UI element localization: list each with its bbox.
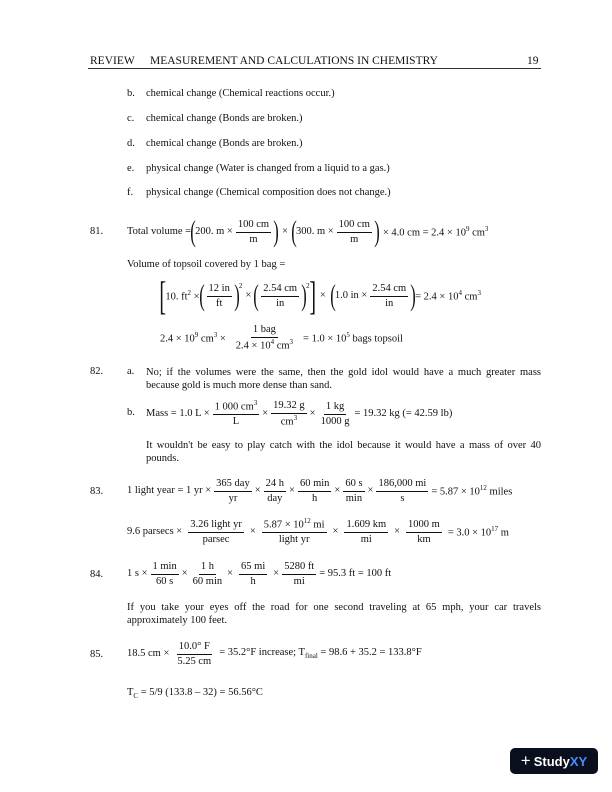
list-item: e. (127, 163, 135, 174)
header-rule (88, 68, 541, 69)
studyxy-logo: + Study XY (510, 748, 598, 774)
page-number: 19 (527, 55, 539, 67)
problem-number: 82. (90, 366, 104, 377)
answer-text: No; if the volumes were the same, then the gold idol would have a much greater mass because gold is much more dense than sand. (146, 367, 541, 392)
problem-number: 85. (90, 649, 104, 660)
item-letter: b. (127, 407, 135, 418)
plus-icon: + (520, 751, 531, 770)
list-item-text: chemical change (Chemical reactions occur.) (146, 88, 335, 99)
celsius-equation: $T_C = 5/9$ (133.8 – 32) = 56.56°C (127, 687, 263, 701)
mass-equation: Mass = 1.0 L × $\frac{1 000 cm^3}{L}$ × $\frac{19.32 g}{cm^3}$ × $\frac{1 kg}{1000 g}$ = 19.32 kg (= 42.59 lb) (146, 399, 453, 428)
answer-note: If you take your eyes off the road for one second traveling at 65 mph, your car travels approximately 100 feet. (127, 602, 541, 627)
item-letter: a. (127, 366, 135, 377)
list-item: c. (127, 113, 135, 124)
total-volume-equation: Total volume = ( 200. m × $\frac{100 cm}{m}$ ) × ( 300. m × $\frac{100 cm}{m}$ ) × 4.0 cm = $2.4 \times 10^9$ $cm^3$ (127, 215, 489, 248)
list-item-text: physical change (Chemical composition does not change.) (146, 187, 391, 198)
list-item-text: chemical change (Bonds are broken.) (146, 138, 303, 149)
problem-number: 81. (90, 226, 104, 237)
header-section: REVIEW (90, 55, 135, 67)
list-item-text: physical change (Water is changed from a liquid to a gas.) (146, 163, 390, 174)
parsec-equation: 9.6 parsecs × $\frac{\text{3.26 light yr}}{\text{parsec}}$ × $\frac{5.87 \times 10^{12} mi}{\text{light yr}}$ × $\frac{1.609 km}{mi}$ × $\frac{1000 m}{km}$ = $3.0 \times 10^{17}$ m (127, 517, 509, 546)
list-item: b. (127, 88, 135, 99)
list-item-text: chemical change (Bonds are broken.) (146, 113, 303, 124)
bags-equation: $2.4 \times 10^9$ $cm^3$ × $\frac{\text{1 bag}}{2.4 \times 10^4 cm^3}$ = $1.0 \times 10^5$ bags topsoil (160, 324, 403, 352)
topsoil-label: Volume of topsoil covered by 1 bag = (127, 259, 286, 270)
header-title: MEASUREMENT AND CALCULATIONS IN CHEMISTRY (150, 55, 438, 67)
list-item: f. (127, 187, 134, 198)
list-item: d. (127, 138, 135, 149)
temperature-equation: 18.5 cm × $\frac{10.0^\circ F}{5.25 cm}$ = 35.2°F increase; $T_{final} = 98.6 + 35.2 = 133.8^\circ F$ (127, 640, 422, 667)
problem-number: 83. (90, 486, 104, 497)
answer-note: It wouldn't be easy to play catch with the idol because it would have a mass of over 40 pounds. (146, 440, 541, 465)
distance-equation: 1 s × $\frac{1 \min}{60 s}$ × $\frac{1 h}{60 \min}$ × $\frac{65 mi}{h}$ × $\frac{5280 ft}{mi}$ = 95.3 ft = 100 ft (127, 560, 392, 587)
light-year-equation: 1 light year = 1 yr × $\frac{\text{365 day}}{yr}$ × $\frac{24 h}{\text{day}}$ × $\frac{60 \min}{h}$ × $\frac{60 s}{\min}$ × $\frac{186,000 mi}{s}$ = $5.87 \times 10^{12}$ miles (127, 477, 513, 504)
problem-number: 84. (90, 569, 104, 580)
topsoil-equation: [ 10. $ft^2$ × ( $\frac{12 in}{ft}$ ) $^2$ × ( $\frac{2.54 cm}{in}$ ) $^2$ ] × ( 1.0 in × $\frac{2.54 cm}{in}$ ) = $2.4 \times 10^4$ $cm^3$ (159, 273, 481, 318)
